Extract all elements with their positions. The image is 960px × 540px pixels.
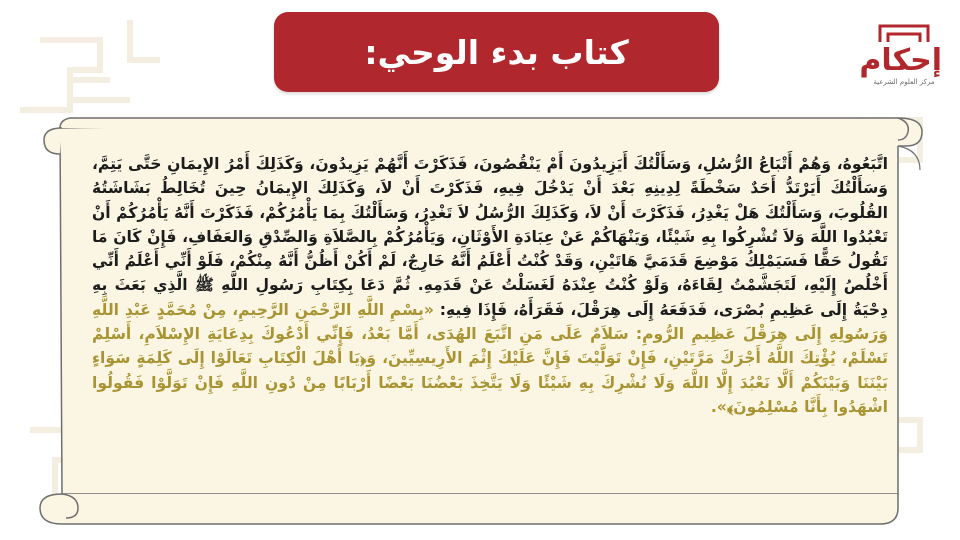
letter-text: «بِسْمِ اللَّهِ الرَّحْمَنِ الرَّحِيمِ، مِنْ مُحَمَّدٍ عَبْدِ اللَّهِ وَرَسُولِهِ إِلَى هِرَقْلَ عَظِيمِ الرُّومِ: سَلاَمٌ عَلَى مَنِ اتَّبَعَ الهُدَى، أَمَّا بَعْدُ، فَإِنِّي أَدْعُوكَ بِدِعَايَةِ الإِسْلاَمِ، أَسْلِمْ تَسْلَمْ، يُؤْتِكَ اللَّهُ أَجْرَكَ مَرَّتَيْنِ، فَإِنْ تَوَلَّيْتَ فَإِنَّ عَلَيْكَ إِثْمَ الأَرِيسِيِّينَ، وَ﴿يَا أَهْلَ الْكِتَابِ تَعَالَوْا إِلَى كَلِمَةٍ سَوَاءٍ بَيْنَنَا وَبَيْنَكُمْ أَلَّا نَعْبُدَ إِلَّا اللَّهَ وَلَا نُشْرِكَ بِهِ شَيْئًا وَلَا يَتَّخِذَ بَعْضُنَا بَعْضًا أَرْبَابًا مِنْ دُونِ اللَّهِ فَإِنْ تَوَلَّوْا فَقُولُوا اشْهَدُوا بِأَنَّا مُسْلِمُونَ﴾».: [92, 300, 888, 416]
logo: [859, 16, 942, 90]
logo-brand: إحكام: [859, 43, 942, 78]
title-banner: [274, 12, 719, 92]
logo-subtitle: مركز العلوم الشرعية: [873, 78, 935, 86]
hadith-text: [92, 152, 888, 419]
page-title: كتاب بدء الوحي:: [364, 32, 629, 72]
narrative-text: اتَّبَعُوهُ، وَهُمْ أَتْبَاعُ الرُّسُلِ، وَسَأَلْتُكَ أَيَزِيدُونَ أَمْ يَنْقُصُونَ، فَذَكَرْتَ أَنَّهُمْ يَزِيدُونَ، وَكَذَلِكَ أَمْرُ الإِيمَانِ حَتَّى يَتِمَّ، وَسَأَلْتُكَ أَيَرْتَدُّ أَحَدٌ سَخْطَةً لِدِينِهِ بَعْدَ أَنْ يَدْخُلَ فِيهِ، فَذَكَرْتَ أَنْ لاَ، وَكَذَلِكَ الإِيمَانُ حِينَ تُخَالِطُ بَشَاشَتُهُ القُلُوبَ، وَسَأَلْتُكَ هَلْ يَغْدِرُ، فَذَكَرْتَ أَنْ لاَ، وَكَذَلِكَ الرُّسُلُ لاَ تَغْدِرُ، وَسَأَلْتُكَ بِمَا يَأْمُرُكُمْ، فَذَكَرْتَ أَنَّهُ يَأْمُرُكُمْ أَنْ تَعْبُدُوا اللَّهَ وَلاَ تُشْرِكُوا بِهِ شَيْئًا، وَيَنْهَاكُمْ عَنْ عِبَادَةِ الأَوْثَانِ، وَيَأْمُرُكُمْ بِالصَّلاَةِ وَالصِّدْقِ وَالعَفَافِ، فَإِنْ كَانَ مَا تَقُولُ حَقًّا فَسَيَمْلِكُ مَوْضِعَ قَدَمَيَّ هَاتَيْنِ، وَقَدْ كُنْتُ أَعْلَمُ أَنَّهُ خَارِجٌ، لَمْ أَكُنْ أَظُنُّ أَنَّهُ مِنْكُمْ، فَلَوْ أَنِّي أَعْلَمُ أَنِّي أَخْلُصُ إِلَيْهِ، لَتَجَشَّمْتُ لِقَاءَهُ، وَلَوْ كُنْتُ عِنْدَهُ لَغَسَلْتُ عَنْ قَدَمِهِ. ثُمَّ دَعَا بِكِتَابِ رَسُولِ اللَّهِ ﷺ الَّذِي بَعَثَ بِهِ دِحْيَةُ إِلَى عَظِيمِ بُصْرَى، فَدَفَعَهُ إِلَى هِرَقْلَ، فَقَرَأَهُ، فَإِذَا فِيهِ:: [92, 155, 888, 319]
